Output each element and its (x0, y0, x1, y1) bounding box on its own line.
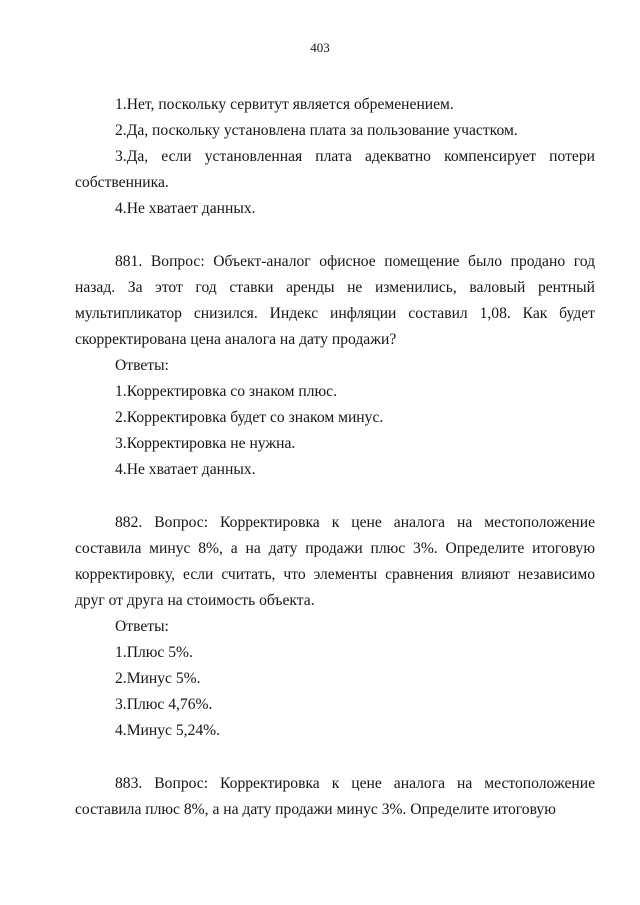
question-881 (75, 249, 595, 483)
answer-2: 2.Минус 5%. (115, 670, 201, 687)
question-881-answers (75, 353, 595, 483)
answer-4: 4.Минус 5,24%. (115, 722, 221, 739)
answers-label: Ответы: (115, 357, 169, 374)
answer-4: 4.Не хватает данных. (115, 461, 256, 478)
option-1: 1.Нет, поскольку сервитут является обременением. (115, 96, 454, 113)
answer-3: 3.Корректировка не нужна. (115, 435, 296, 452)
answer-2: 2.Корректировка будет со знаком минус. (115, 409, 384, 426)
page-number: 403 (310, 40, 330, 55)
answers-label: Ответы: (115, 618, 169, 635)
option-2: 2.Да, поскольку установлена плата за пользование участком. (115, 122, 518, 139)
question-882-text: 882. Вопрос: Корректировка к цене аналога на местоположение составила минус 8%, а на дату продажи плюс 3%. Определите итоговую корректировку, если считать, что элементы сравнения влияют независимо друг от друга на стоимость объекта. (75, 514, 595, 609)
previous-question-options-cont (75, 196, 595, 222)
question-883 (75, 771, 595, 823)
question-881-text: 881. Вопрос: Объект-аналог офисное помещение было продано год назад. За этот год ставки аренды не изменились, валовый рентный мультипликатор снизился. Индекс инфляции составил 1,08. Как будет скорректирована цена аналога на дату продажи? (75, 253, 595, 348)
previous-question-options (75, 92, 595, 144)
answer-3: 3.Плюс 4,76%. (115, 696, 213, 713)
answer-1: 1.Корректировка со знаком плюс. (115, 383, 337, 400)
option-4: 4.Не хватает данных. (115, 200, 256, 217)
question-882-answers (75, 614, 595, 744)
option-3: 3.Да, если установленная плата адекватно компенсирует потери собственника. (75, 148, 595, 191)
document-body (75, 92, 595, 823)
answer-1: 1.Плюс 5%. (115, 644, 193, 661)
question-882 (75, 510, 595, 744)
question-883-text: 883. Вопрос: Корректировка к цене аналога на местоположение составила плюс 8%, а на дату продажи минус 3%. Определите итоговую (75, 775, 595, 818)
